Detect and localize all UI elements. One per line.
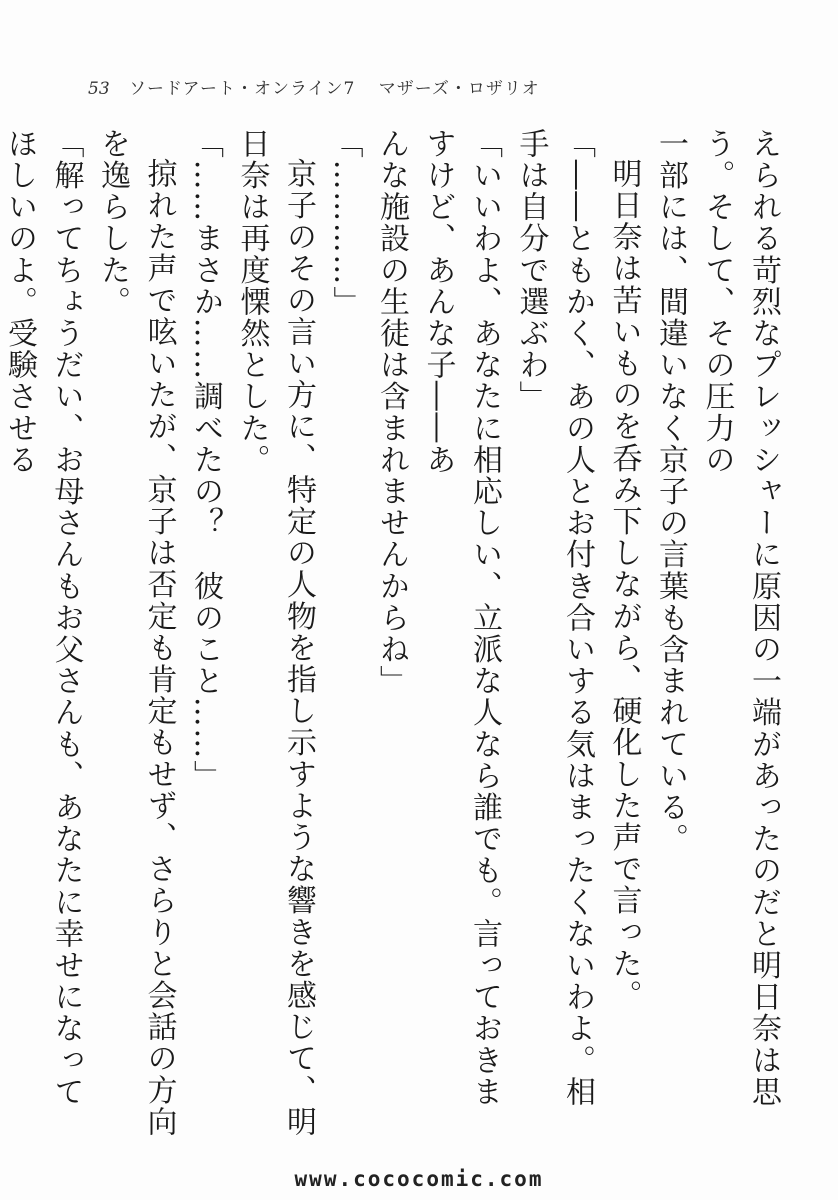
page-number: 53	[88, 79, 110, 99]
text-line: 京子のその言い方に、特定の人物を指し示すような響きを感じて、明日奈は再度慄然とした。	[234, 128, 316, 1138]
vertical-body-text	[2, 128, 786, 1138]
text-line: えられる苛烈なプレッシャーに原因の一端があったのだと明日奈は思う。そして、その圧力の	[699, 128, 781, 1108]
chapter-title: マザーズ・ロザリオ	[378, 79, 540, 99]
book-title: ソードアート・オンライン7	[129, 79, 356, 99]
dialogue-line: 「…………」	[327, 128, 363, 318]
dialogue-line: 「――ともかく、あの人とお付き合いする気はまったくないわよ。相手は自分で選ぶわ」	[513, 128, 595, 1108]
running-header	[88, 74, 708, 104]
watermark: www.cococomic.com	[294, 1167, 544, 1191]
text-line: 一部には、間違いなく京子の言葉も含まれている。	[653, 128, 688, 855]
dialogue-line: 「いいわよ、あなたに相応しい、立派な人なら誰でも。言っておきますけど、あんな子――あ	[420, 128, 502, 1108]
text-line: 明日奈は苦いものを呑み下しながら、硬化した声で言った。	[606, 158, 642, 1012]
dialogue-line: 「……まさか……調べたの？ 彼のこと……」	[188, 128, 223, 792]
dialogue-line: 「解ってちょうだい、お母さんもお父さんも、あなたに幸せになってほしいのよ。受験させる	[2, 128, 84, 1108]
text-line: 掠れた声で呟いたが、京子は否定も肯定もせず、さらりと会話の方向を逸らした。	[95, 128, 177, 1138]
dialogue-line: んな施設の生徒は含まれませんからね」	[374, 128, 409, 697]
